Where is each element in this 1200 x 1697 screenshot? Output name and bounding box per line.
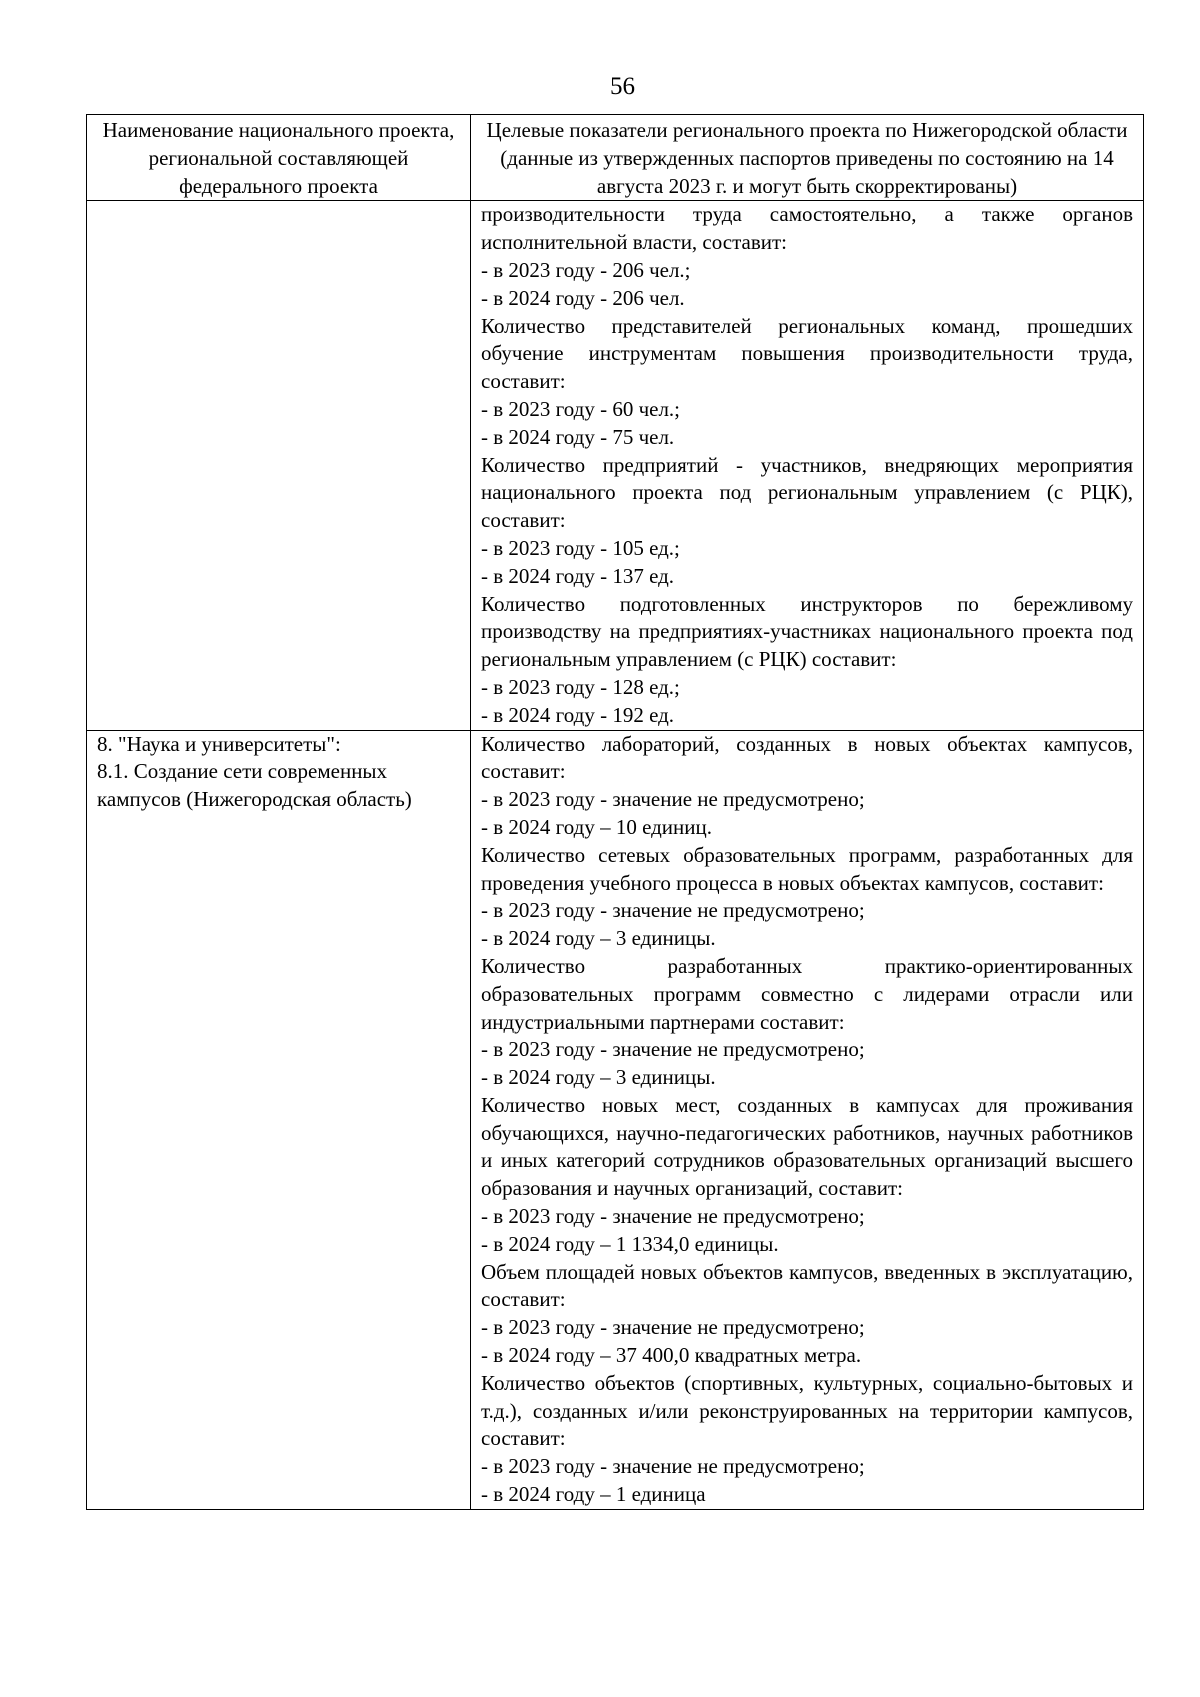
- indicator-value-2024: - в 2024 году - 75 чел.: [481, 424, 675, 449]
- indicator-value-2023: - в 2023 году - значение не предусмотрено;: [481, 1454, 865, 1479]
- indicator-value-2023: - в 2023 году - значение не предусмотрено;: [481, 1037, 865, 1062]
- indicator-value-2024: - в 2024 году – 1 1334,0 единицы.: [481, 1231, 779, 1256]
- indicator-value-2024: - в 2024 году – 1 единица: [481, 1482, 706, 1507]
- indicator-block: [481, 1092, 1133, 1259]
- indicator-value-2023: - в 2023 году - значение не предусмотрено;: [481, 787, 865, 812]
- page-number: 56: [610, 73, 635, 100]
- project-name-cell: [87, 730, 471, 1509]
- indicator-text: Количество новых мест, созданных в кампусах для проживания обучающихся, научно-педагогических работников, научных работников и иных категорий сотрудников образовательных организаций высшего образования и научных организаций, составит:: [481, 1092, 1133, 1201]
- indicator-block: [481, 452, 1133, 591]
- indicator-block: [481, 953, 1133, 1092]
- table-row: [87, 201, 1144, 730]
- indicator-value-2023: - в 2023 году - 206 чел.;: [481, 257, 691, 282]
- indicator-value-2024: - в 2024 году – 3 единицы.: [481, 926, 716, 951]
- indicator-value-2024: - в 2024 году – 3 единицы.: [481, 1065, 716, 1090]
- indicator-block: [481, 1259, 1133, 1370]
- indicator-value-2023: - в 2023 году - 105 ед.;: [481, 535, 680, 560]
- indicator-text: Объем площадей новых объектов кампусов, введенных в эксплуатацию, составит:: [481, 1259, 1133, 1312]
- table-header-row: [87, 115, 1144, 201]
- indicator-value-2024: - в 2024 году - 192 ед.: [481, 702, 675, 727]
- indicators-cell: [471, 730, 1144, 1509]
- subproject-title: 8.1. Создание сети современных кампусов (Нижегородская область): [97, 759, 412, 812]
- header-target-indicators: Целевые показатели регионального проекта по Нижегородской области (данные из утвержденных паспортов приведены по состоянию на 14 августа 2023 г. и могут быть скорректированы): [471, 115, 1144, 201]
- header-national-project: Наименование национального проекта, региональной составляющей федерального проекта: [87, 115, 471, 201]
- indicator-text: Количество разработанных практико-ориентированных образовательных программ совместно с лидерами отрасли или индустриальными партнерами составит:: [481, 953, 1133, 1034]
- project-name-cell: [87, 201, 471, 730]
- indicators-cell: [471, 201, 1144, 730]
- indicator-text: производительности труда самостоятельно, а также органов исполнительной власти, составит:: [481, 202, 1133, 255]
- table-row: [87, 730, 1144, 1509]
- indicator-text: Количество лабораторий, созданных в новых объектах кампусов, составит:: [481, 731, 1133, 784]
- indicator-block: [481, 591, 1133, 730]
- indicator-value-2023: - в 2023 году - значение не предусмотрено;: [481, 1204, 865, 1229]
- indicator-text: Количество предприятий - участников, внедряющих мероприятия национального проекта под региональным управлением (с РЦК), составит:: [481, 452, 1133, 533]
- indicator-block: [481, 1370, 1133, 1509]
- indicator-block: [481, 201, 1133, 312]
- indicator-block: [481, 731, 1133, 842]
- indicator-text: Количество подготовленных инструкторов по бережливому производству на предприятиях-участниках национального проекта под региональным управлением (с РЦК) составит:: [481, 591, 1133, 672]
- indicator-text: Количество объектов (спортивных, культурных, социально-бытовых и т.д.), созданных и/или реконструированных на территории кампусов, составит:: [481, 1370, 1133, 1451]
- indicator-text: Количество представителей региональных команд, прошедших обучение инструментам повышения производительности труда, составит:: [481, 313, 1133, 394]
- indicator-value-2023: - в 2023 году - значение не предусмотрено;: [481, 1315, 865, 1340]
- indicator-block: [481, 313, 1133, 452]
- indicator-text: Количество сетевых образовательных программ, разработанных для проведения учебного процесса в новых объектах кампусов, составит:: [481, 842, 1133, 895]
- indicator-value-2024: - в 2024 году – 10 единиц.: [481, 814, 713, 839]
- indicators-table: [86, 114, 1144, 1510]
- indicator-value-2023: - в 2023 году - 60 чел.;: [481, 396, 681, 421]
- indicator-value-2023: - в 2023 году - 128 ед.;: [481, 674, 680, 699]
- indicator-value-2024: - в 2024 году – 37 400,0 квадратных метра.: [481, 1343, 862, 1368]
- project-title: 8. "Наука и университеты":: [97, 731, 341, 756]
- indicator-value-2024: - в 2024 году - 137 ед.: [481, 563, 675, 588]
- indicator-block: [481, 842, 1133, 953]
- indicator-value-2024: - в 2024 году - 206 чел.: [481, 285, 685, 310]
- indicator-value-2023: - в 2023 году - значение не предусмотрено;: [481, 898, 865, 923]
